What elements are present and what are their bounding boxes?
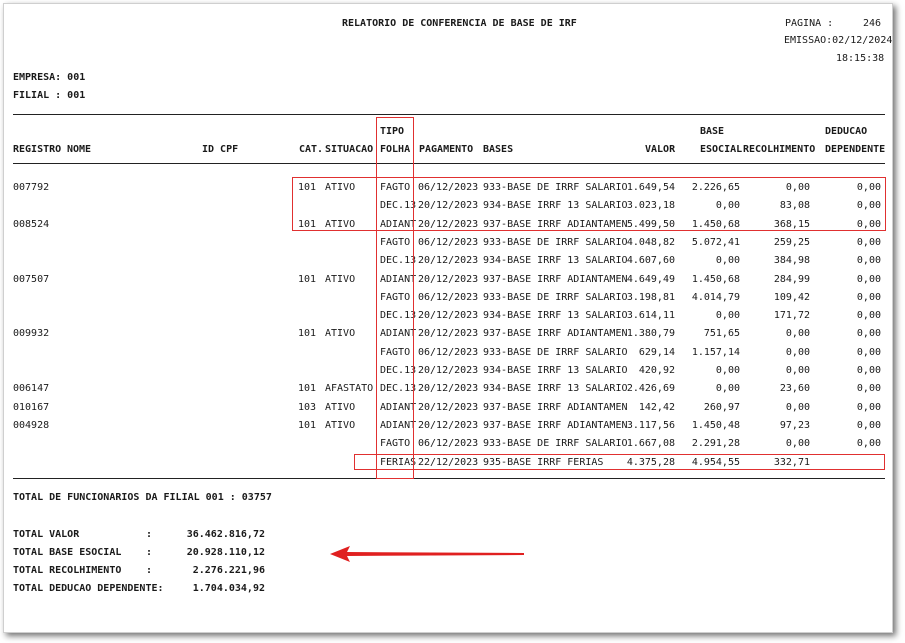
cell-base-esocial: 1.450,68 — [691, 219, 740, 230]
cell-deducao: 0,00 — [856, 438, 881, 449]
cell-pagamento: 20/12/2023 — [418, 365, 479, 376]
cell-tipo: ADIANT — [380, 328, 417, 339]
cell-tipo: DEC.13 — [380, 310, 417, 321]
cell-recolhimento: 384,98 — [773, 255, 810, 266]
cell-recolhimento: 259,25 — [773, 237, 810, 248]
total-label: TOTAL RECOLHIMENTO — [13, 565, 122, 576]
cell-cat: 101 — [297, 420, 316, 431]
cell-deducao: 0,00 — [856, 383, 881, 394]
cell-cat: 101 — [297, 274, 316, 285]
cell-pagamento: 20/12/2023 — [418, 200, 479, 211]
cell-pagamento: 06/12/2023 — [418, 438, 479, 449]
cell-tipo: ADIANT — [380, 219, 417, 230]
cell-pagamento: 06/12/2023 — [418, 237, 479, 248]
cell-registro: 010167 — [13, 402, 50, 413]
cell-deducao: 0,00 — [856, 310, 881, 321]
cell-deducao: 0,00 — [856, 219, 881, 230]
cell-pagamento: 20/12/2023 — [418, 310, 479, 321]
cell-valor: 142,42 — [638, 402, 675, 413]
filial-label: FILIAL : 001 — [13, 90, 86, 101]
cell-base-esocial: 0,00 — [715, 383, 740, 394]
pagina-label: PAGINA : — [785, 18, 834, 29]
cell-deducao: 0,00 — [856, 402, 881, 413]
cell-tipo: FAGTO — [380, 237, 411, 248]
cell-valor: 3.198,81 — [626, 292, 675, 303]
cell-base-esocial: 0,00 — [715, 365, 740, 376]
col-deducao: DEDUCAO — [825, 126, 868, 137]
cell-cat: 101 — [297, 219, 316, 230]
total-label: TOTAL DEDUCAO DEPENDENTE: — [13, 583, 164, 594]
col-registro: REGISTRO — [13, 144, 62, 155]
col-pagamento: PAGAMENTO — [419, 144, 474, 155]
cell-bases: 935-BASE IRRF FERIAS — [483, 457, 604, 468]
cell-valor: 4.375,28 — [626, 457, 675, 468]
cell-situacao: AFASTATO — [325, 383, 374, 394]
cell-situacao: ATIVO — [325, 274, 356, 285]
cell-situacao: ATIVO — [325, 219, 356, 230]
pagina-value: 246 — [862, 18, 881, 29]
cell-pagamento: 20/12/2023 — [418, 402, 479, 413]
cell-deducao: 0,00 — [856, 420, 881, 431]
cell-tipo: DEC.13 — [380, 383, 417, 394]
cell-base-esocial: 0,00 — [715, 310, 740, 321]
cell-bases: 937-BASE IRRF ADIANTAMEN — [483, 420, 628, 431]
col-base: BASE — [700, 126, 725, 137]
cell-tipo: FAGTO — [380, 292, 411, 303]
cell-situacao: ATIVO — [325, 328, 356, 339]
cell-bases: 937-BASE IRRF ADIANTAMEN — [483, 219, 628, 230]
cell-tipo: DEC.13 — [380, 255, 417, 266]
cell-base-esocial: 2.226,65 — [691, 182, 740, 193]
total-label: TOTAL VALOR — [13, 529, 80, 540]
cell-recolhimento: 0,00 — [785, 347, 810, 358]
cell-recolhimento: 97,23 — [779, 420, 810, 431]
cell-valor: 629,14 — [638, 347, 675, 358]
highlight-ferias-row — [354, 454, 885, 470]
table-bottom-rule — [13, 478, 885, 479]
cell-bases: 937-BASE IRRF ADIANTAMEN — [483, 328, 628, 339]
cell-valor: 3.023,18 — [626, 200, 675, 211]
cell-situacao: ATIVO — [325, 182, 356, 193]
cell-recolhimento: 83,08 — [779, 200, 810, 211]
total-label: TOTAL BASE ESOCIAL — [13, 547, 122, 558]
col-folha: FOLHA — [380, 144, 411, 155]
cell-bases: 934-BASE IRRF 13 SALARIO — [483, 365, 628, 376]
cell-registro: 009932 — [13, 328, 50, 339]
empresa-label: EMPRESA: 001 — [13, 72, 86, 83]
cell-bases: 934-BASE IRRF 13 SALARIO — [483, 383, 628, 394]
annotation-arrow-icon — [330, 544, 526, 564]
cell-pagamento: 06/12/2023 — [418, 182, 479, 193]
cell-base-esocial: 0,00 — [715, 200, 740, 211]
col-recolhimento: RECOLHIMENTO — [743, 144, 816, 155]
cell-pagamento: 20/12/2023 — [418, 420, 479, 431]
cell-bases: 933-BASE DE IRRF SALARIO — [483, 292, 628, 303]
cell-deducao: 0,00 — [856, 255, 881, 266]
cell-deducao: 0,00 — [856, 365, 881, 376]
cell-base-esocial: 4.014,79 — [691, 292, 740, 303]
total-value: 2.276.221,96 — [192, 565, 265, 576]
cell-bases: 937-BASE IRRF ADIANTAMEN — [483, 402, 628, 413]
cell-valor: 1.649,54 — [626, 182, 675, 193]
cell-deducao: 0,00 — [856, 182, 881, 193]
cell-valor: 1.380,79 — [626, 328, 675, 339]
cell-registro: 008524 — [13, 219, 50, 230]
cell-base-esocial: 1.157,14 — [691, 347, 740, 358]
cell-recolhimento: 0,00 — [785, 438, 810, 449]
col-dependente: DEPENDENTE — [825, 144, 886, 155]
cell-recolhimento: 109,42 — [773, 292, 810, 303]
cell-valor: 1.667,08 — [626, 438, 675, 449]
cell-base-esocial: 4.954,55 — [691, 457, 740, 468]
cell-bases: 934-BASE IRRF 13 SALARIO — [483, 255, 628, 266]
col-cat: CAT. — [299, 144, 324, 155]
cell-tipo: FERIAS — [380, 457, 417, 468]
cell-tipo: ADIANT — [380, 274, 417, 285]
cell-cat: 101 — [297, 383, 316, 394]
report-title: RELATORIO DE CONFERENCIA DE BASE DE IRF — [342, 18, 577, 29]
cell-valor: 4.649,49 — [626, 274, 675, 285]
cell-base-esocial: 1.450,48 — [691, 420, 740, 431]
cell-base-esocial: 2.291,28 — [691, 438, 740, 449]
cell-tipo: FAGTO — [380, 438, 411, 449]
highlight-rows-box — [292, 177, 886, 231]
header-bottom-rule — [13, 163, 885, 164]
cell-valor: 3.614,11 — [626, 310, 675, 321]
cell-tipo: FAGTO — [380, 347, 411, 358]
cell-pagamento: 22/12/2023 — [418, 457, 479, 468]
emissao-time: 18:15:38 — [836, 53, 885, 64]
cell-tipo: DEC.13 — [380, 200, 417, 211]
total-value: 36.462.816,72 — [186, 529, 265, 540]
cell-recolhimento: 332,71 — [773, 457, 810, 468]
cell-recolhimento: 0,00 — [785, 365, 810, 376]
col-situacao: SITUACAO — [325, 144, 374, 155]
cell-tipo: ADIANT — [380, 420, 417, 431]
total-sep: : — [146, 565, 153, 576]
cell-deducao: 0,00 — [856, 328, 881, 339]
cell-bases: 933-BASE DE IRRF SALARIO — [483, 347, 628, 358]
cell-deducao: 0,00 — [856, 200, 881, 211]
cell-recolhimento: 0,00 — [785, 402, 810, 413]
cell-base-esocial: 1.450,68 — [691, 274, 740, 285]
cell-registro: 007507 — [13, 274, 50, 285]
cell-cat: 103 — [297, 402, 316, 413]
cell-pagamento: 20/12/2023 — [418, 328, 479, 339]
total-value: 1.704.034,92 — [192, 583, 265, 594]
cell-bases: 933-BASE DE IRRF SALARIO — [483, 438, 628, 449]
col-esocial: ESOCIAL — [700, 144, 743, 155]
cell-recolhimento: 0,00 — [785, 182, 810, 193]
cell-bases: 934-BASE IRRF 13 SALARIO — [483, 200, 628, 211]
cell-deducao: 0,00 — [856, 292, 881, 303]
cell-valor: 5.499,50 — [626, 219, 675, 230]
total-sep: : — [146, 547, 153, 558]
cell-valor: 3.117,56 — [626, 420, 675, 431]
cell-valor: 4.607,60 — [626, 255, 675, 266]
cell-base-esocial: 751,65 — [703, 328, 740, 339]
cell-deducao: 0,00 — [856, 347, 881, 358]
cell-bases: 933-BASE DE IRRF SALARIO — [483, 182, 628, 193]
cell-recolhimento: 284,99 — [773, 274, 810, 285]
cell-situacao: ATIVO — [325, 420, 356, 431]
cell-recolhimento: 23,60 — [779, 383, 810, 394]
cell-deducao: 0,00 — [856, 237, 881, 248]
cell-registro: 007792 — [13, 182, 50, 193]
total-funcionarios: TOTAL DE FUNCIONARIOS DA FILIAL 001 : 03757 — [13, 492, 272, 503]
cell-tipo: DEC.13 — [380, 365, 417, 376]
cell-situacao: ATIVO — [325, 402, 356, 413]
cell-cat: 101 — [297, 328, 316, 339]
cell-registro: 006147 — [13, 383, 50, 394]
col-nome: NOME — [67, 144, 92, 155]
cell-valor: 2.426,69 — [626, 383, 675, 394]
cell-recolhimento: 368,15 — [773, 219, 810, 230]
total-sep: : — [146, 529, 153, 540]
cell-pagamento: 20/12/2023 — [418, 274, 479, 285]
cell-base-esocial: 260,97 — [703, 402, 740, 413]
cell-tipo: ADIANT — [380, 402, 417, 413]
cell-registro: 004928 — [13, 420, 50, 431]
cell-recolhimento: 171,72 — [773, 310, 810, 321]
cell-pagamento: 06/12/2023 — [418, 347, 479, 358]
cell-valor: 4.048,82 — [626, 237, 675, 248]
emissao-date: EMISSAO:02/12/2024 — [784, 35, 893, 46]
cell-bases: 933-BASE DE IRRF SALARIO — [483, 237, 628, 248]
col-valor: VALOR — [645, 144, 676, 155]
report-page — [3, 3, 893, 633]
cell-deducao: 0,00 — [856, 274, 881, 285]
total-value: 20.928.110,12 — [186, 547, 265, 558]
col-bases: BASES — [483, 144, 514, 155]
cell-tipo: FAGTO — [380, 182, 411, 193]
cell-pagamento: 20/12/2023 — [418, 219, 479, 230]
cell-recolhimento: 0,00 — [785, 328, 810, 339]
cell-pagamento: 06/12/2023 — [418, 292, 479, 303]
cell-valor: 420,92 — [638, 365, 675, 376]
cell-base-esocial: 0,00 — [715, 255, 740, 266]
cell-bases: 937-BASE IRRF ADIANTAMEN — [483, 274, 628, 285]
cell-base-esocial: 5.072,41 — [691, 237, 740, 248]
header-top-rule — [13, 114, 885, 115]
cell-cat: 101 — [297, 182, 316, 193]
cell-bases: 934-BASE IRRF 13 SALARIO — [483, 310, 628, 321]
col-tipo: TIPO — [380, 126, 405, 137]
col-id-cpf: ID CPF — [202, 144, 239, 155]
cell-pagamento: 20/12/2023 — [418, 383, 479, 394]
highlight-tipo-folha-column — [376, 117, 417, 479]
cell-pagamento: 20/12/2023 — [418, 255, 479, 266]
